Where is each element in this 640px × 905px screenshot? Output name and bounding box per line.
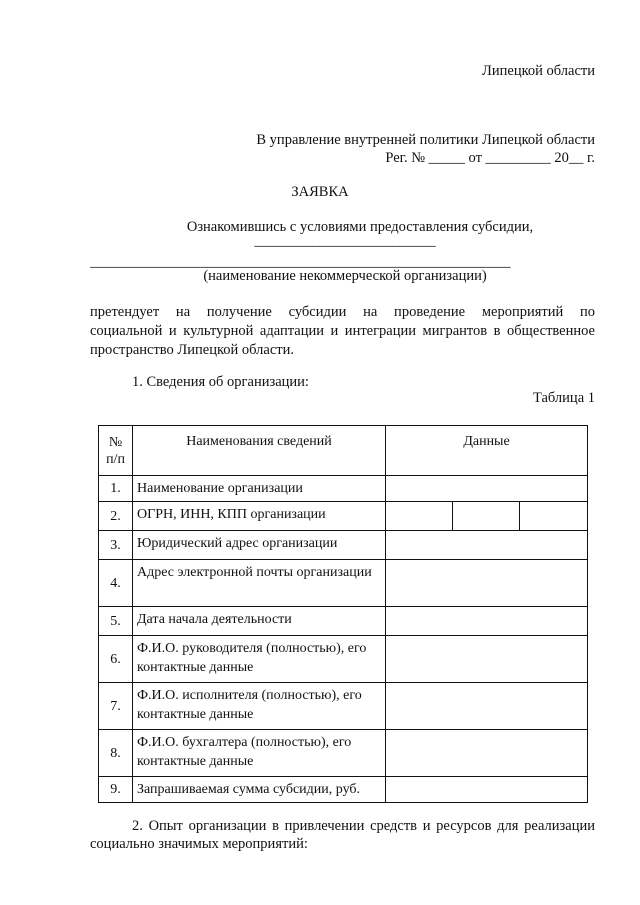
table-row <box>99 560 588 607</box>
row-label: Юридический адрес организации <box>133 531 386 560</box>
body-text-line-3: пространство Липецкой области. <box>90 342 294 358</box>
row-number: 7. <box>99 683 133 730</box>
row-label: Наименование организации <box>133 476 386 502</box>
row-data-cell[interactable] <box>386 560 588 607</box>
table-row <box>99 777 588 803</box>
table-row <box>99 730 588 777</box>
org-name-caption: (наименование некоммерческой организации) <box>203 268 487 284</box>
row-data-cell[interactable] <box>386 730 588 777</box>
document-title: ЗАЯВКА <box>291 184 349 200</box>
row-data-cell[interactable] <box>386 636 588 683</box>
row-number: 6. <box>99 636 133 683</box>
row-number: 9. <box>99 777 133 803</box>
header-registration-line: Рег. № _____ от _________ 20__ г. <box>385 150 595 166</box>
intro-line-1: Ознакомившись с условиями предоставления субсидии, <box>186 219 534 235</box>
row-number: 8. <box>99 730 133 777</box>
header-name: Наименования сведений <box>133 426 386 476</box>
row-number: 5. <box>99 607 133 636</box>
table-header-row <box>99 426 588 476</box>
header-region: Липецкой области <box>482 63 595 79</box>
header-data: Данные <box>386 426 588 476</box>
organization-info-table <box>98 425 588 803</box>
row-number: 3. <box>99 531 133 560</box>
body-text-line-2: социальной и культурной адаптации и интеграции мигрантов в общественное <box>90 323 595 339</box>
table-row <box>99 607 588 636</box>
row-data-cell[interactable] <box>386 777 588 803</box>
table-row <box>99 531 588 560</box>
row-label: ОГРН, ИНН, КПП организации <box>133 502 386 531</box>
row-label: Дата начала деятельности <box>133 607 386 636</box>
section-1-heading: 1. Сведения об организации: <box>132 374 309 390</box>
section-2-line-2: социально значимых мероприятий: <box>90 836 308 852</box>
row-data-cell[interactable] <box>386 683 588 730</box>
row-label: Ф.И.О. бухгалтера (полностью), его контактные данные <box>133 730 386 777</box>
table-row <box>99 683 588 730</box>
row-data-cell[interactable] <box>386 531 588 560</box>
section-2-line-1: 2. Опыт организации в привлечении средств и ресурсов для реализации <box>132 818 595 834</box>
row-number: 1. <box>99 476 133 502</box>
row-data-cell[interactable] <box>386 476 588 502</box>
org-name-blank: __________________________________________________________ <box>90 254 511 270</box>
table-row <box>99 476 588 502</box>
row-label: Ф.И.О. руководителя (полностью), его контактные данные <box>133 636 386 683</box>
header-number: № п/п <box>99 426 133 476</box>
row-number: 2. <box>99 502 133 531</box>
kpp-data-cell[interactable] <box>520 502 588 531</box>
table-label: Таблица 1 <box>532 390 595 406</box>
intro-blank-line: _________________________ <box>254 233 436 249</box>
row-number: 4. <box>99 560 133 607</box>
table-row <box>99 502 588 531</box>
row-label: Ф.И.О. исполнителя (полностью), его контактные данные <box>133 683 386 730</box>
body-text-line-1: претендует на получение субсидии на проведение мероприятий по <box>90 304 595 320</box>
row-data-cell[interactable] <box>386 607 588 636</box>
inn-data-cell[interactable] <box>453 502 520 531</box>
header-recipient: В управление внутренней политики Липецкой области <box>256 132 595 148</box>
ogrn-data-cell[interactable] <box>386 502 453 531</box>
table-row <box>99 636 588 683</box>
row-label: Адрес электронной почты организации <box>133 560 386 607</box>
row-label: Запрашиваемая сумма субсидии, руб. <box>133 777 386 803</box>
